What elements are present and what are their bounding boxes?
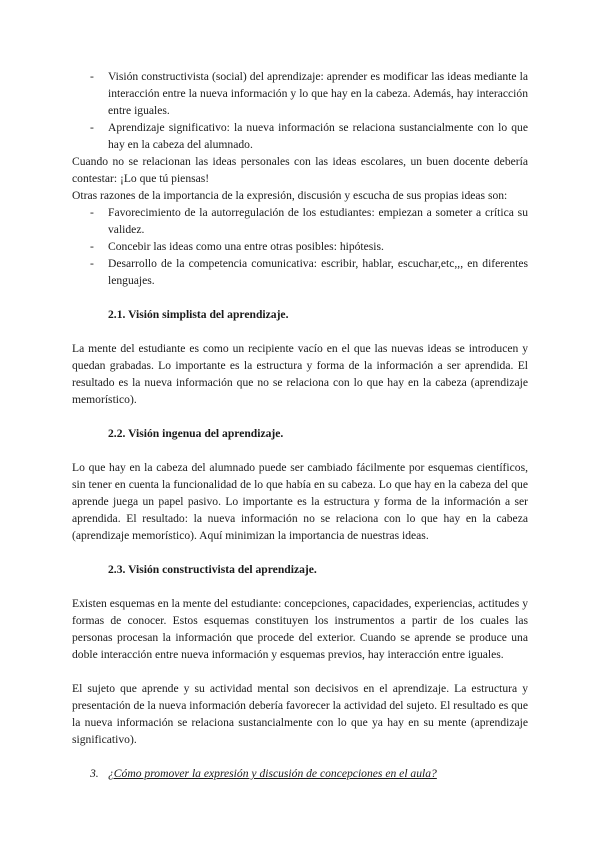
bullet-list-razones xyxy=(72,204,528,289)
list-item: - Visión constructivista (social) del aprendizaje: aprender es modificar las ideas mediante la interacción entre la nueva información y lo que hay en la cabeza. Además, hay interacción entre iguales. xyxy=(72,68,528,119)
question-number: 3. xyxy=(90,767,99,780)
section-heading-2-2: 2.2. Visión ingenua del aprendizaje. xyxy=(108,427,284,440)
paragraph-docente: Cuando no se relacionan las ideas personales con las ideas escolares, un buen docente debería contestar: ¡Lo que tú piensas! xyxy=(72,155,528,185)
section-body-2-3-a: Existen esquemas en la mente del estudiante: concepciones, capacidades, experiencias, actitudes y formas de conocer. Estos esquemas constituyen los instrumentos a partir de los cuales las personas procesan la información que procede del exterior. Cuando se aprende se produce una doble interacción entre nueva información y esquemas previos, hay interacción entre iguales. xyxy=(72,597,528,661)
list-item: - Favorecimiento de la autorregulación de los estudiantes: empiezan a someter a crítica su validez. xyxy=(72,204,528,238)
section-body-2-2: Lo que hay en la cabeza del alumnado puede ser cambiado fácilmente por esquemas científicos, sin tener en cuenta la funcionalidad de lo que había en su cabeza. Lo que hay en la cabeza del que aprende juega un papel pasivo. Lo importante es la estructura y forma de la información a ser aprendida. El resultado: la nueva información no se relaciona con lo que hay en la cabeza (aprendizaje memorístico). Aquí minimizan la importancia de nuestras ideas. xyxy=(72,461,528,542)
list-item: - Aprendizaje significativo: la nueva información se relaciona sustancialmente con lo que hay en la cabeza del alumnado. xyxy=(72,119,528,153)
section-heading-2-3: 2.3. Visión constructivista del aprendizaje. xyxy=(108,563,317,576)
list-item: - Desarrollo de la competencia comunicativa: escribir, hablar, escuchar,etc,,, en diferentes lenguajes. xyxy=(72,255,528,289)
question-heading-3 xyxy=(72,765,528,782)
bullet-list-vision xyxy=(72,68,528,153)
section-heading-2-1: 2.1. Visión simplista del aprendizaje. xyxy=(108,308,289,321)
section-body-2-3-b: El sujeto que aprende y su actividad mental son decisivos en el aprendizaje. La estructura y presentación de la nueva información debería favorecer la actividad del sujeto. El resultado es que la nueva información se relaciona sustancialmente con lo que ya hay en su mente (aprendizaje significativo). xyxy=(72,682,528,746)
list-item: - Concebir las ideas como una entre otras posibles: hipótesis. xyxy=(72,238,528,255)
section-body-2-1: La mente del estudiante es como un recipiente vacío en el que las nuevas ideas se introducen y quedan grabadas. Lo importante es la estructura y forma de la información a ser aprendida. El resultado es la nueva información que no se relaciona con lo que hay en la cabeza (aprendizaje memorístico). xyxy=(72,342,528,406)
paragraph-razones: Otras razones de la importancia de la expresión, discusión y escucha de sus propias ideas son: xyxy=(72,189,508,202)
question-text: ¿Cómo promover la expresión y discusión de concepciones en el aula? xyxy=(108,767,437,780)
document-page xyxy=(72,68,528,782)
